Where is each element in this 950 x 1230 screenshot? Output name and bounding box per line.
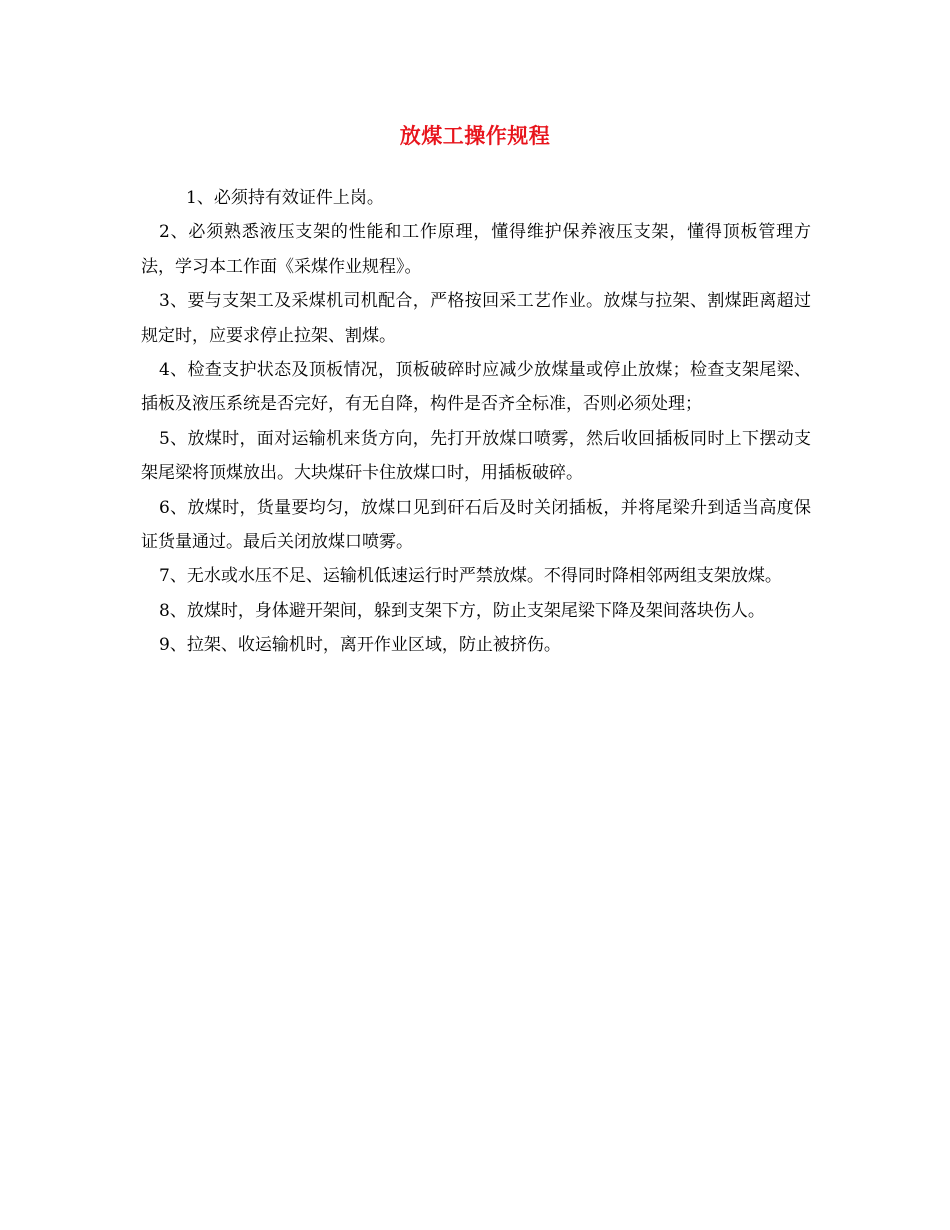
paragraph-8: 8、放煤时，身体避开架间，躲到支架下方，防止支架尾梁下降及架间落块伤人。 [159, 600, 765, 621]
paragraph-4: 4、检查支护状态及顶板情况，顶板破碎时应减少放煤量或停止放煤；检查支架尾梁、插板及液压系统是否完好，有无自降，构件是否齐全标准，否则必须处理； [141, 360, 811, 415]
paragraph-1: 1、必须持有效证件上岗。 [186, 188, 384, 208]
paragraph-6: 6、放煤时，货量要均匀，放煤口见到矸石后及时关闭插板，并将尾梁升到适当高度保证货量通过。最后关闭放煤口喷雾。 [141, 497, 811, 553]
paragraph-5: 5、放煤时，面对运输机来货方向，先打开放煤口喷雾，然后收回插板同时上下摆动支架尾梁将顶煤放出。大块煤矸卡住放煤口时，用插板破碎。 [141, 428, 811, 484]
document-title: 放煤工操作规程 [399, 123, 551, 148]
document-body [141, 181, 811, 663]
paragraph-7: 7、无水或水压不足、运输机低速运行时严禁放煤。不得同时降相邻两组支架放煤。 [159, 566, 782, 587]
paragraph-3: 3、要与支架工及采煤机司机配合，严格按回采工艺作业。放煤与拉架、割煤距离超过规定时，应要求停止拉架、割煤。 [141, 291, 811, 346]
paragraph-9: 9、拉架、收运输机时，离开作业区域，防止被挤伤。 [159, 635, 561, 656]
paragraph-2: 2、必须熟悉液压支架的性能和工作原理，懂得维护保养液压支架，懂得顶板管理方法，学习本工作面《采煤作业规程》。 [141, 222, 811, 277]
